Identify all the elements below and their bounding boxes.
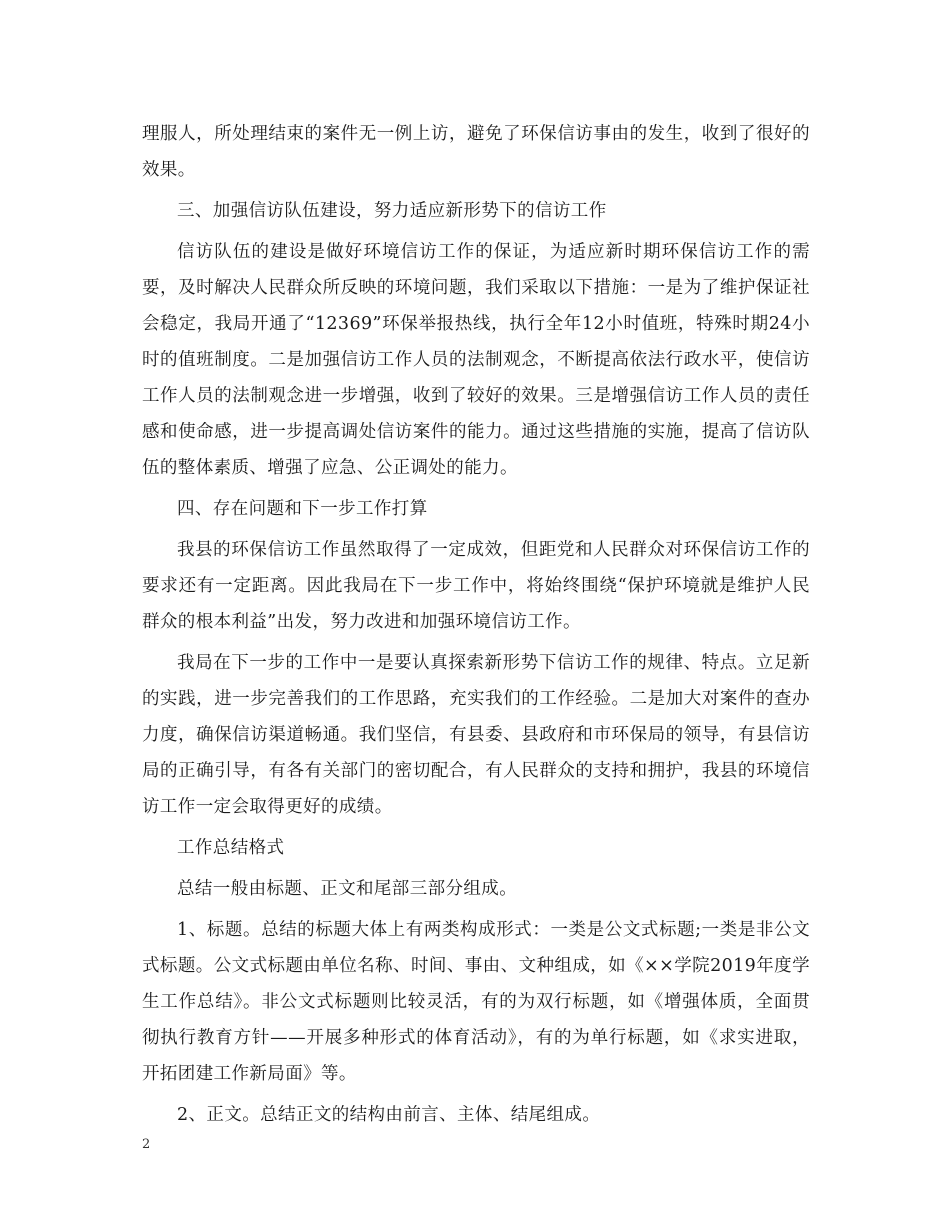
heading-summary-format: 工作总结格式 bbox=[177, 838, 285, 858]
paragraph-summary-parts: 总结一般由标题、正文和尾部三部分组成。 bbox=[177, 879, 518, 899]
paragraph-problems: 我县的环保信访工作虽然取得了一定成效，但距党和人民群众对环保信访工作的要求还有一定距离。因此我局在下一步工作中，将始终围绕“保护环境就是维护人民群众的根本利益”出发，努力改进和加强环境信访工作。 bbox=[142, 540, 810, 632]
paragraph-title-rules: 1、标题。总结的标题大体上有两类构成形式：一类是公文式标题;一类是非公文式标题。公文式标题由单位名称、时间、事由、文种组成，如《××学院2019年度学生工作总结》。非公文式标题则比较灵活，有的为双行标题，如《增强体质，全面贯彻执行教育方针——开展多种形式的体育活动》，有的为单行标题，如《求实进取，开拓团建工作新局面》等。 bbox=[142, 920, 810, 1084]
section-heading-4: 四、存在问题和下一步工作打算 bbox=[177, 499, 428, 519]
page-number: 2 bbox=[142, 1137, 151, 1152]
paragraph-team-building: 信访队伍的建设是做好环境信访工作的保证，为适应新时期环保信访工作的需要，及时解决人民群众所反映的环境问题，我们采取以下措施：一是为了维护保证社会稳定，我局开通了“12369”环保举报热线，执行全年12小时值班，特殊时期24小时的值班制度。二是加强信访工作人员的法制观念，不断提高依法行政水平，使信访工作人员的法制观念进一步增强，收到了较好的效果。三是增强信访工作人员的责任感和使命感，进一步提高调处信访案件的能力。通过这些措施的实施，提高了信访队伍的整体素质、增强了应急、公正调处的能力。 bbox=[142, 242, 810, 478]
section-heading-3: 三、加强信访队伍建设，努力适应新形势下的信访工作 bbox=[177, 201, 607, 221]
document-body bbox=[142, 116, 810, 1138]
paragraph-next-steps: 我局在下一步的工作中一是要认真探索新形势下信访工作的规律、特点。立足新的实践，进一步完善我们的工作思路，充实我们的工作经验。二是加大对案件的查办力度，确保信访渠道畅通。我们坚信，有县委、县政府和市环保局的领导，有县信访局的正确引导，有各有关部门的密切配合，有人民群众的支持和拥护，我县的环境信访工作一定会取得更好的成绩。 bbox=[142, 653, 810, 817]
paragraph-continuation: 理服人，所处理结束的案件无一例上访，避免了环保信访事由的发生，收到了很好的效果。 bbox=[142, 124, 810, 180]
paragraph-body-rules: 2、正文。总结正文的结构由前言、主体、结尾组成。 bbox=[177, 1105, 601, 1125]
